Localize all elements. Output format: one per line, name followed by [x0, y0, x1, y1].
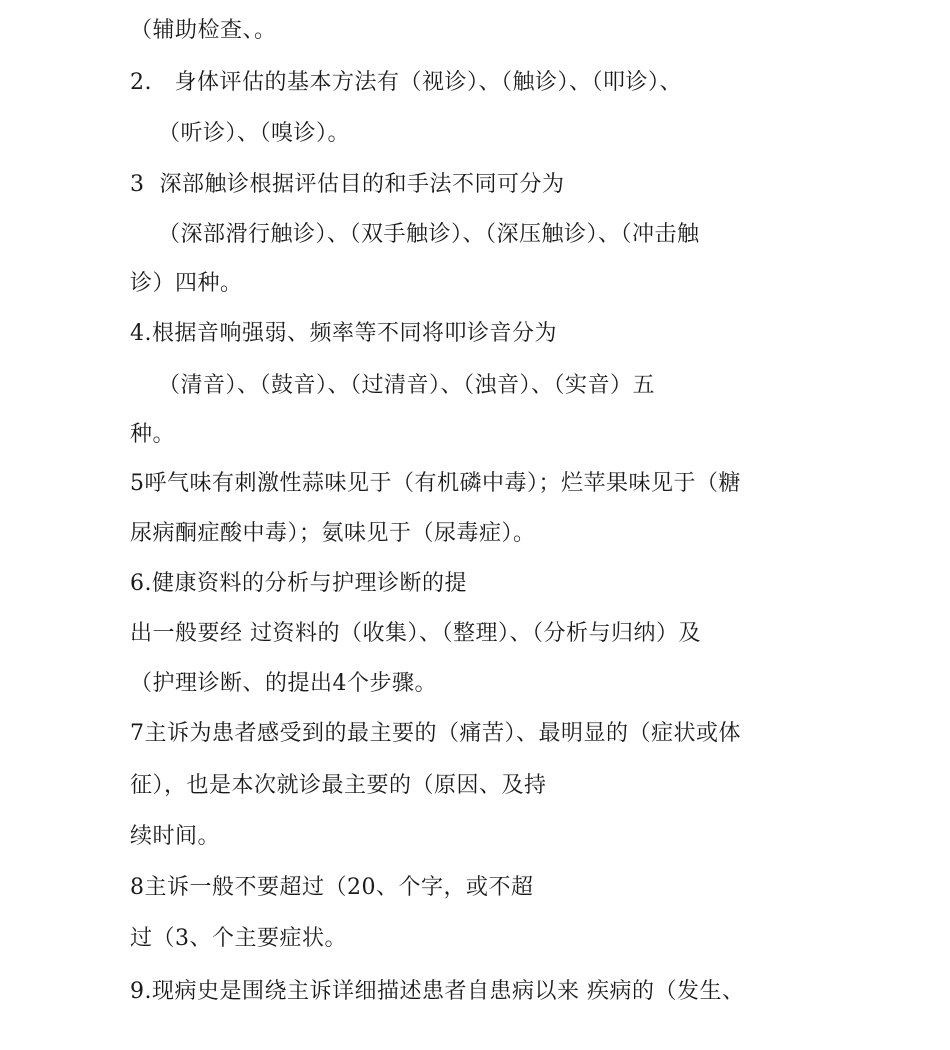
text-line: 种。: [130, 422, 176, 447]
text-line: 出一般要经 过资料的（收集）、（整理）、（分析与归纳）及: [130, 621, 701, 646]
text-line: 2. 身体评估的基本方法有（视诊）、（触诊）、（叩诊）、: [130, 70, 682, 95]
text-line: 8主诉一般不要超过（20、个字，或不超: [130, 875, 534, 900]
text-line: 征），也是本次就诊最主要的（原因、及持: [130, 773, 547, 798]
text-line: 6.健康资料的分析与护理诊断的提: [130, 571, 467, 596]
text-line: （深部滑行触诊）、（双手触诊）、（深压触诊）、（冲击触: [158, 222, 700, 247]
text-line: 尿病酮症酸中毒）；氨味见于（尿毒症）。: [130, 521, 536, 546]
text-line: 9.现病史是围绕主诉详细描述患者自患病以来 疾病的（发生、: [130, 979, 745, 1004]
text-line: 诊）四种。: [130, 271, 243, 296]
text-line: （护理诊断、的提出4个步骤。: [130, 671, 437, 696]
text-line: （听诊）、（嗅诊）。: [158, 121, 351, 146]
text-line: 3 深部触诊根据评估目的和手法不同可分为: [130, 172, 565, 197]
text-line: 过（3、个主要症状。: [130, 926, 347, 951]
text-line: （清音）、（鼓音）、（过清音）、（浊音）、（实音）五: [158, 373, 656, 398]
text-line: 7主诉为患者感受到的最主要的（痛苦）、最明显的（症状或体: [130, 721, 741, 746]
text-line: 续时间。: [130, 824, 221, 849]
text-line: 4.根据音响强弱、频率等不同将叩诊音分为: [130, 321, 557, 346]
text-line: （辅助检查、。: [130, 18, 277, 43]
text-line: 5呼气味有刺激性蒜味见于（有机磷中毒）；烂苹果味见于（糖: [130, 471, 741, 496]
